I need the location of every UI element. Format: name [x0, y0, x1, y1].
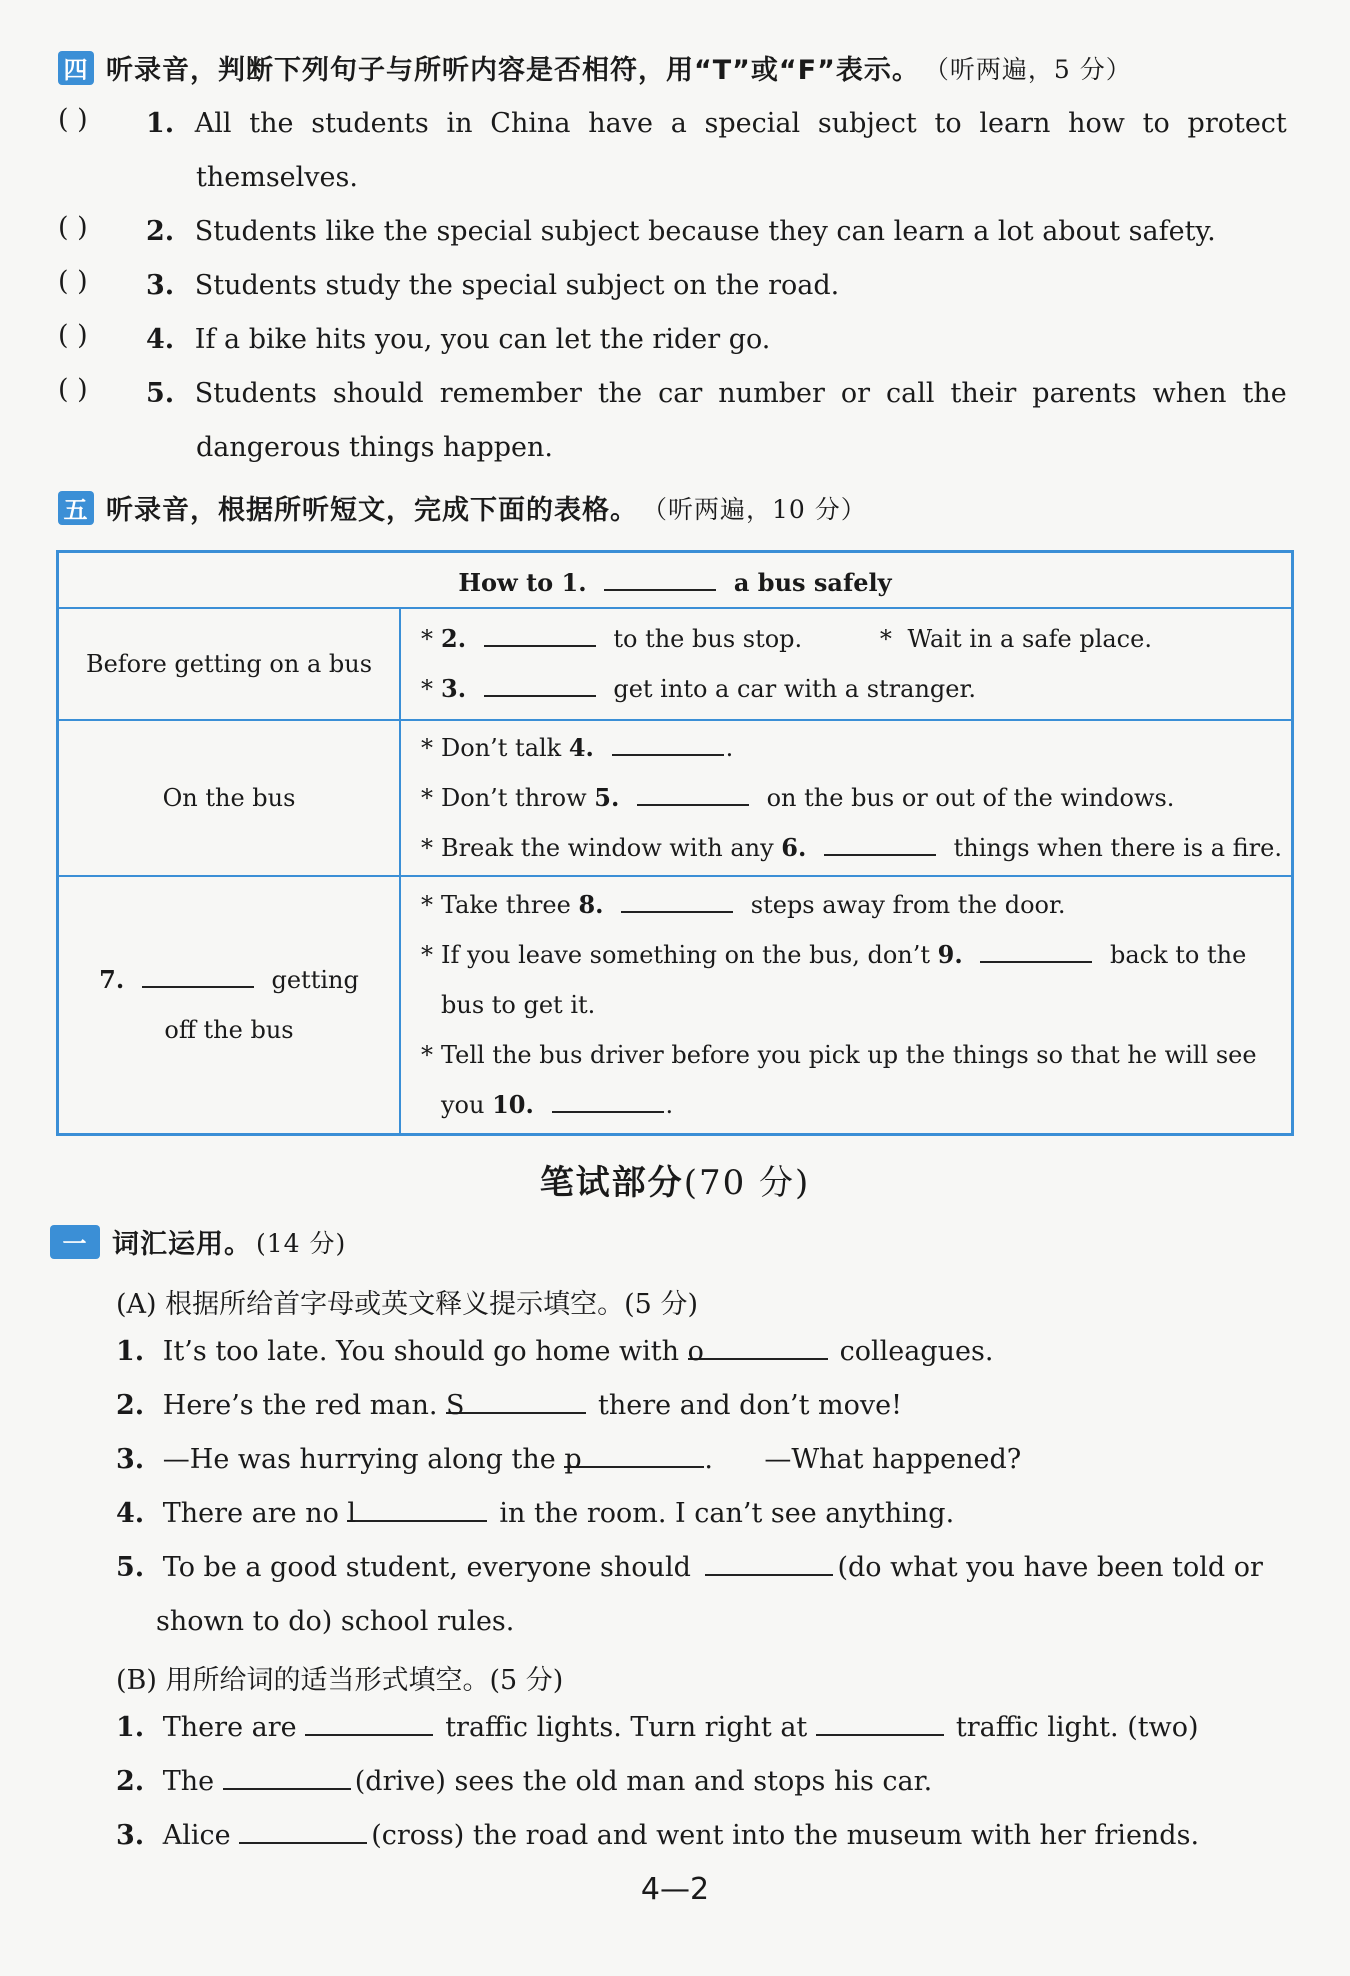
first-letter-hint: S [446, 1390, 465, 1421]
star-bullet: * [421, 890, 433, 919]
question-number: 3. [116, 1444, 145, 1475]
star-bullet: * [879, 625, 892, 653]
blank-number: 5. [594, 783, 620, 812]
vocab-b-question-2 [116, 1762, 932, 1802]
answer-paren-3[interactable]: ( ) [58, 266, 88, 297]
question-text: The [162, 1766, 223, 1797]
vocab-heading [50, 1222, 346, 1261]
question-number: 2. [146, 216, 175, 247]
answer-paren-1[interactable]: ( ) [58, 104, 88, 135]
row-label: On the bus [58, 720, 401, 876]
row-label-text: off the bus [164, 1015, 294, 1044]
row-label: Before getting on a bus [58, 608, 401, 720]
answer-blank-9[interactable] [980, 935, 1092, 963]
answer-blank-8[interactable] [621, 885, 733, 913]
answer-paren-4[interactable]: ( ) [58, 320, 88, 351]
question-number: 3. [146, 270, 175, 301]
vocab-note: (14 分) [256, 1228, 347, 1258]
tf-question-4 [146, 320, 770, 360]
question-text: There are [162, 1712, 306, 1743]
row-content [400, 720, 1293, 876]
line-text: Don’t throw [441, 784, 595, 812]
section-4-title: 听录音，判断下列句子与所听内容是否相符，用“T”或“F”表示。 [106, 55, 920, 86]
tf-question-1-cont: themselves. [196, 162, 358, 193]
vocab-a-question-5-cont: shown to do) school rules. [156, 1606, 515, 1637]
vocab-badge: 一 [50, 1225, 100, 1259]
section-4-note: （听两遍，5 分） [923, 54, 1132, 84]
question-text: . —What happened? [704, 1444, 1022, 1475]
first-letter-hint: o [687, 1336, 704, 1367]
line-text: Wait in a safe place. [907, 625, 1152, 653]
line-text: Tell the bus driver before you pick up the things so that he will see [441, 1040, 1257, 1069]
line-text: things when there is a fire. [953, 834, 1282, 862]
question-text: All the students in China have a special subject to learn how to protect [194, 108, 1287, 139]
table-row [58, 608, 1293, 720]
question-text: —He was hurrying along the [162, 1444, 565, 1475]
blank-number: 8. [578, 889, 604, 919]
question-number: 4. [116, 1498, 145, 1529]
question-text: There are no [162, 1498, 348, 1529]
line-text: get into a car with a stranger. [613, 675, 976, 703]
answer-blank-4[interactable] [612, 728, 724, 756]
question-text: (do what you have been told or [837, 1552, 1263, 1583]
table-row [58, 876, 1293, 1134]
blank-number: 3. [441, 674, 467, 703]
question-text: Students study the special subject on the road. [194, 270, 840, 301]
question-number: 5. [116, 1552, 145, 1583]
question-text: To be a good student, everyone should [162, 1552, 700, 1583]
star-bullet: * [421, 940, 433, 969]
line-text: bus to get it. [441, 990, 596, 1019]
section-5-badge: 五 [58, 491, 94, 525]
answer-blank[interactable] [705, 1548, 833, 1576]
answer-blank[interactable] [223, 1762, 351, 1790]
question-number: 1. [116, 1712, 145, 1743]
question-number: 2. [116, 1766, 145, 1797]
question-text: traffic lights. Turn right at [445, 1712, 816, 1743]
vocab-b-question-1 [116, 1708, 1198, 1748]
line-text: steps away from the door. [750, 890, 1066, 919]
answer-blank-3[interactable] [484, 669, 596, 697]
star-bullet: * [421, 625, 433, 653]
header-text-post: a bus safely [733, 568, 892, 597]
star-bullet: * [421, 834, 433, 862]
row-content [400, 876, 1293, 1134]
header-text-pre: How to [458, 568, 562, 597]
line-text: If you leave something on the bus, don’t [441, 940, 938, 969]
star-bullet: * [421, 734, 433, 762]
question-text: (cross) the road and went into the museum with her friends. [371, 1820, 1200, 1851]
answer-blank[interactable] [305, 1708, 433, 1736]
question-text: It’s too late. You should go home with [162, 1336, 688, 1367]
vocab-a-question-1 [116, 1332, 993, 1372]
row-label [58, 876, 401, 1134]
blank-number: 6. [781, 833, 807, 862]
answer-blank[interactable] [347, 1494, 487, 1529]
star-bullet: * [421, 1040, 433, 1069]
answer-blank-1[interactable] [604, 563, 716, 591]
vocab-a-question-4 [116, 1494, 954, 1534]
line-text: you [441, 1090, 493, 1119]
part-b-heading: (B) 用所给词的适当形式填空。(5 分) [116, 1665, 564, 1696]
part-a-heading: (A) 根据所给首字母或英文释义提示填空。(5 分) [116, 1289, 698, 1320]
section-4-heading [58, 48, 1132, 87]
line-text: . [725, 734, 734, 762]
answer-blank-10[interactable] [552, 1085, 664, 1113]
line-text: back to the [1110, 940, 1247, 969]
line-text: Don’t talk [441, 734, 569, 762]
answer-blank-2[interactable] [484, 619, 596, 647]
star-bullet: * [421, 784, 433, 812]
answer-paren-2[interactable]: ( ) [58, 212, 88, 243]
bus-safety-table [56, 550, 1294, 1136]
table-header [58, 552, 1293, 609]
question-text: Here’s the red man. [162, 1390, 447, 1421]
question-text: traffic light. (two) [955, 1712, 1199, 1743]
answer-blank-6[interactable] [824, 828, 936, 856]
answer-blank-7[interactable] [142, 960, 254, 988]
question-text: Alice [162, 1820, 240, 1851]
vocab-a-question-3 [116, 1440, 1021, 1480]
first-letter-hint: l [347, 1498, 357, 1529]
tf-question-5-cont: dangerous things happen. [196, 432, 554, 463]
row-label-text: getting [271, 965, 359, 994]
question-text: in the room. I can’t see anything. [499, 1498, 955, 1529]
line-text: Take three [441, 890, 579, 919]
header-number: 1. [561, 568, 587, 597]
row-content [400, 608, 1293, 720]
blank-number: 7. [99, 964, 125, 994]
question-number: 1. [116, 1336, 145, 1367]
blank-number: 9. [937, 939, 963, 969]
question-number: 2. [116, 1390, 145, 1421]
line-text: . [665, 1090, 674, 1119]
question-text: colleagues. [839, 1336, 994, 1367]
written-title-text: 笔试部分 [539, 1163, 684, 1203]
vocab-a-question-2 [116, 1386, 902, 1426]
blank-number: 4. [568, 733, 594, 762]
blank-number: 10. [492, 1089, 534, 1119]
question-text: Students like the special subject because they can learn a lot about safety. [194, 216, 1216, 247]
question-text: If a bike hits you, you can let the rider go. [194, 324, 771, 355]
first-letter-hint: p [564, 1444, 582, 1475]
answer-blank[interactable] [239, 1816, 367, 1844]
section-5-heading [58, 488, 867, 527]
section-5-title: 听录音，根据所听短文，完成下面的表格。 [106, 495, 638, 526]
line-text: Break the window with any [441, 834, 782, 862]
line-text: to the bus stop. [613, 625, 803, 653]
question-text: (drive) sees the old man and stops his car. [354, 1766, 933, 1797]
written-points: (70 分) [683, 1163, 811, 1203]
question-number: 5. [146, 378, 175, 409]
tf-question-2 [146, 212, 1216, 252]
question-text: Students should remember the car number or call their parents when the [194, 378, 1287, 409]
table-row [58, 720, 1293, 876]
vocab-a-question-5 [116, 1548, 1263, 1588]
question-number: 4. [146, 324, 175, 355]
vocab-b-question-3 [116, 1816, 1199, 1856]
answer-paren-5[interactable]: ( ) [58, 374, 88, 405]
answer-blank[interactable] [564, 1440, 704, 1475]
tf-question-1 [146, 104, 1287, 144]
tf-question-5 [146, 374, 1287, 414]
question-text: there and don’t move! [598, 1390, 902, 1421]
star-bullet: * [421, 675, 433, 703]
line-text: on the bus or out of the windows. [766, 784, 1175, 812]
answer-blank[interactable] [816, 1708, 944, 1736]
blank-number: 2. [441, 624, 467, 653]
section-5-note: （听两遍，10 分） [642, 494, 867, 524]
question-number: 1. [146, 108, 175, 139]
answer-blank[interactable] [687, 1332, 828, 1367]
answer-blank-5[interactable] [637, 778, 749, 806]
question-number: 3. [116, 1820, 145, 1851]
tf-question-3 [146, 266, 839, 306]
page-number: 4—2 [640, 1872, 710, 1907]
answer-blank[interactable] [446, 1386, 586, 1421]
section-4-badge: 四 [58, 51, 94, 85]
vocab-title: 词汇运用。 [112, 1229, 252, 1260]
written-part-title [0, 1155, 1350, 1204]
